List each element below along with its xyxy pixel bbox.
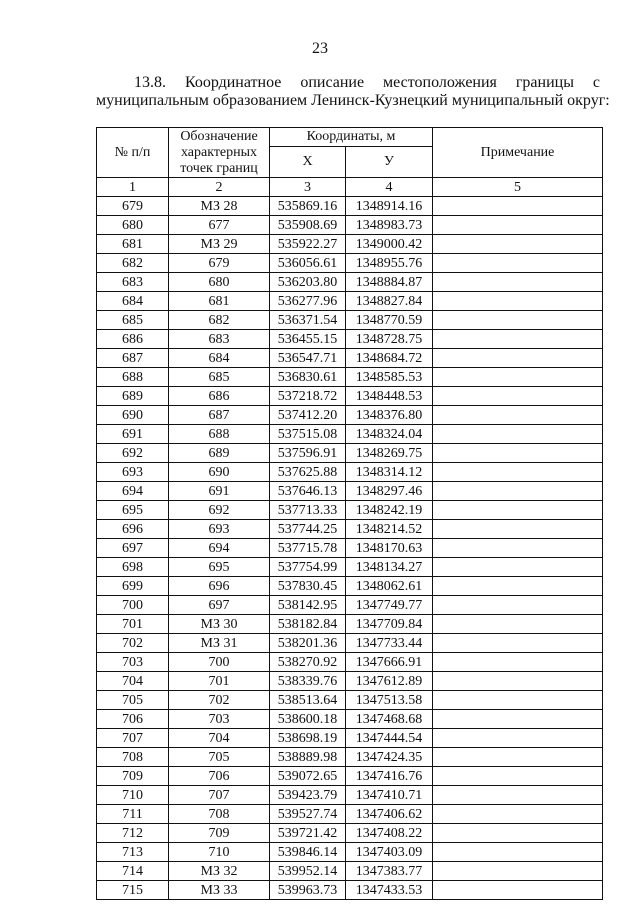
x-coordinate: 537744.25 <box>270 520 346 539</box>
point-designation: МЗ 30 <box>169 615 270 634</box>
table-row <box>97 558 603 577</box>
header-y: У <box>346 147 433 178</box>
x-coordinate: 538513.64 <box>270 691 346 710</box>
column-number: 4 <box>346 178 433 197</box>
note-cell <box>433 463 603 482</box>
row-number: 701 <box>97 615 169 634</box>
point-designation: 703 <box>169 710 270 729</box>
y-coordinate: 1347513.58 <box>346 691 433 710</box>
y-coordinate: 1348242.19 <box>346 501 433 520</box>
x-coordinate: 539072.65 <box>270 767 346 786</box>
table-row <box>97 482 603 501</box>
x-coordinate: 536371.54 <box>270 311 346 330</box>
row-number: 691 <box>97 425 169 444</box>
x-coordinate: 538698.19 <box>270 729 346 748</box>
table-row <box>97 311 603 330</box>
point-designation: 684 <box>169 349 270 368</box>
point-designation: 680 <box>169 273 270 292</box>
row-number: 708 <box>97 748 169 767</box>
table-row <box>97 653 603 672</box>
y-coordinate: 1348827.84 <box>346 292 433 311</box>
note-cell <box>433 691 603 710</box>
row-number: 713 <box>97 843 169 862</box>
note-cell <box>433 634 603 653</box>
y-coordinate: 1348728.75 <box>346 330 433 349</box>
x-coordinate: 537830.45 <box>270 577 346 596</box>
heading-word: местоположения <box>383 74 497 91</box>
header-coordinates: Координаты, м <box>270 128 433 147</box>
y-coordinate: 1347410.71 <box>346 786 433 805</box>
y-coordinate: 1347733.44 <box>346 634 433 653</box>
point-designation: 708 <box>169 805 270 824</box>
x-coordinate: 535869.16 <box>270 197 346 216</box>
column-numbers-row <box>97 178 603 197</box>
y-coordinate: 1347383.77 <box>346 862 433 881</box>
column-number: 5 <box>433 178 603 197</box>
row-number: 710 <box>97 786 169 805</box>
point-designation: 695 <box>169 558 270 577</box>
note-cell <box>433 273 603 292</box>
y-coordinate: 1348684.72 <box>346 349 433 368</box>
note-cell <box>433 349 603 368</box>
x-coordinate: 537754.99 <box>270 558 346 577</box>
point-designation: МЗ 31 <box>169 634 270 653</box>
table-row <box>97 691 603 710</box>
note-cell <box>433 482 603 501</box>
row-number: 681 <box>97 235 169 254</box>
note-cell <box>433 843 603 862</box>
y-coordinate: 1347749.77 <box>346 596 433 615</box>
table-row <box>97 463 603 482</box>
heading-word: границы <box>515 74 574 91</box>
point-designation: 686 <box>169 387 270 406</box>
x-coordinate: 537515.08 <box>270 425 346 444</box>
note-cell <box>433 710 603 729</box>
x-coordinate: 539963.73 <box>270 881 346 900</box>
table-row <box>97 843 603 862</box>
row-number: 715 <box>97 881 169 900</box>
row-number: 685 <box>97 311 169 330</box>
row-number: 699 <box>97 577 169 596</box>
note-cell <box>433 615 603 634</box>
note-cell <box>433 520 603 539</box>
x-coordinate: 538339.76 <box>270 672 346 691</box>
y-coordinate: 1348376.80 <box>346 406 433 425</box>
table-row <box>97 406 603 425</box>
note-cell <box>433 539 603 558</box>
note-cell <box>433 786 603 805</box>
note-cell <box>433 425 603 444</box>
note-cell <box>433 767 603 786</box>
row-number: 706 <box>97 710 169 729</box>
y-coordinate: 1348324.04 <box>346 425 433 444</box>
row-number: 700 <box>97 596 169 615</box>
note-cell <box>433 387 603 406</box>
y-coordinate: 1348448.53 <box>346 387 433 406</box>
row-number: 709 <box>97 767 169 786</box>
x-coordinate: 539952.14 <box>270 862 346 881</box>
x-coordinate: 539846.14 <box>270 843 346 862</box>
row-number: 683 <box>97 273 169 292</box>
row-number: 705 <box>97 691 169 710</box>
row-number: 682 <box>97 254 169 273</box>
y-coordinate: 1348214.52 <box>346 520 433 539</box>
heading-line-2: муниципальным образованием Ленинск-Кузнецкий муниципальный округ: <box>96 92 610 109</box>
y-coordinate: 1347468.68 <box>346 710 433 729</box>
x-coordinate: 537218.72 <box>270 387 346 406</box>
x-coordinate: 538182.84 <box>270 615 346 634</box>
y-coordinate: 1347433.53 <box>346 881 433 900</box>
point-designation: 704 <box>169 729 270 748</box>
point-designation: 694 <box>169 539 270 558</box>
point-designation: 702 <box>169 691 270 710</box>
point-designation: 710 <box>169 843 270 862</box>
y-coordinate: 1348062.61 <box>346 577 433 596</box>
header-designation: Обозначение характерных точек границ <box>169 128 270 178</box>
note-cell <box>433 235 603 254</box>
note-cell <box>433 577 603 596</box>
y-coordinate: 1347424.35 <box>346 748 433 767</box>
row-number: 702 <box>97 634 169 653</box>
table-row <box>97 444 603 463</box>
x-coordinate: 538600.18 <box>270 710 346 729</box>
table-row <box>97 596 603 615</box>
table-row <box>97 425 603 444</box>
x-coordinate: 536455.15 <box>270 330 346 349</box>
column-number: 1 <box>97 178 169 197</box>
note-cell <box>433 501 603 520</box>
point-designation: 700 <box>169 653 270 672</box>
row-number: 704 <box>97 672 169 691</box>
note-cell <box>433 292 603 311</box>
point-designation: 688 <box>169 425 270 444</box>
y-coordinate: 1347444.54 <box>346 729 433 748</box>
table-row <box>97 881 603 900</box>
point-designation: 685 <box>169 368 270 387</box>
point-designation: 682 <box>169 311 270 330</box>
note-cell <box>433 197 603 216</box>
y-coordinate: 1347406.62 <box>346 805 433 824</box>
table-row <box>97 330 603 349</box>
table-row <box>97 672 603 691</box>
point-designation: 691 <box>169 482 270 501</box>
note-cell <box>433 881 603 900</box>
x-coordinate: 538142.95 <box>270 596 346 615</box>
y-coordinate: 1347416.76 <box>346 767 433 786</box>
table-row <box>97 748 603 767</box>
x-coordinate: 537715.78 <box>270 539 346 558</box>
table-row <box>97 216 603 235</box>
row-number: 689 <box>97 387 169 406</box>
row-number: 692 <box>97 444 169 463</box>
note-cell <box>433 596 603 615</box>
y-coordinate: 1348585.53 <box>346 368 433 387</box>
row-number: 696 <box>97 520 169 539</box>
point-designation: 687 <box>169 406 270 425</box>
x-coordinate: 536203.80 <box>270 273 346 292</box>
row-number: 688 <box>97 368 169 387</box>
x-coordinate: 538270.92 <box>270 653 346 672</box>
row-number: 697 <box>97 539 169 558</box>
y-coordinate: 1348914.16 <box>346 197 433 216</box>
y-coordinate: 1347666.91 <box>346 653 433 672</box>
table-row <box>97 767 603 786</box>
table-row <box>97 273 603 292</box>
table-row <box>97 634 603 653</box>
row-number: 695 <box>97 501 169 520</box>
x-coordinate: 535908.69 <box>270 216 346 235</box>
note-cell <box>433 558 603 577</box>
row-number: 690 <box>97 406 169 425</box>
table-body <box>97 197 603 900</box>
x-coordinate: 539721.42 <box>270 824 346 843</box>
point-designation: 706 <box>169 767 270 786</box>
table-row <box>97 520 603 539</box>
table-row <box>97 387 603 406</box>
point-designation: 690 <box>169 463 270 482</box>
note-cell <box>433 406 603 425</box>
row-number: 714 <box>97 862 169 881</box>
point-designation: 677 <box>169 216 270 235</box>
y-coordinate: 1348955.76 <box>346 254 433 273</box>
x-coordinate: 538201.36 <box>270 634 346 653</box>
x-coordinate: 537596.91 <box>270 444 346 463</box>
point-designation: МЗ 32 <box>169 862 270 881</box>
point-designation: 693 <box>169 520 270 539</box>
note-cell <box>433 330 603 349</box>
x-coordinate: 536277.96 <box>270 292 346 311</box>
row-number: 693 <box>97 463 169 482</box>
y-coordinate: 1347408.22 <box>346 824 433 843</box>
note-cell <box>433 824 603 843</box>
table-row <box>97 197 603 216</box>
row-number: 707 <box>97 729 169 748</box>
y-coordinate: 1348269.75 <box>346 444 433 463</box>
column-number: 3 <box>270 178 346 197</box>
x-coordinate: 537713.33 <box>270 501 346 520</box>
point-designation: 705 <box>169 748 270 767</box>
row-number: 712 <box>97 824 169 843</box>
note-cell <box>433 862 603 881</box>
point-designation: 709 <box>169 824 270 843</box>
section-heading <box>96 74 610 110</box>
point-designation: МЗ 33 <box>169 881 270 900</box>
note-cell <box>433 672 603 691</box>
y-coordinate: 1348770.59 <box>346 311 433 330</box>
point-designation: 689 <box>169 444 270 463</box>
point-designation: 683 <box>169 330 270 349</box>
table-row <box>97 235 603 254</box>
note-cell <box>433 311 603 330</box>
table-row <box>97 349 603 368</box>
point-designation: 692 <box>169 501 270 520</box>
y-coordinate: 1348314.12 <box>346 463 433 482</box>
y-coordinate: 1348983.73 <box>346 216 433 235</box>
y-coordinate: 1348297.46 <box>346 482 433 501</box>
table-row <box>97 805 603 824</box>
heading-word: Координатное <box>184 74 282 91</box>
note-cell <box>433 254 603 273</box>
note-cell <box>433 216 603 235</box>
x-coordinate: 537646.13 <box>270 482 346 501</box>
point-designation: 696 <box>169 577 270 596</box>
note-cell <box>433 444 603 463</box>
heading-word: описание <box>300 74 365 91</box>
y-coordinate: 1347612.89 <box>346 672 433 691</box>
row-number: 680 <box>97 216 169 235</box>
y-coordinate: 1348134.27 <box>346 558 433 577</box>
y-coordinate: 1347709.84 <box>346 615 433 634</box>
point-designation: 679 <box>169 254 270 273</box>
point-designation: 701 <box>169 672 270 691</box>
section-number: 13.8. <box>134 74 166 91</box>
table-row <box>97 292 603 311</box>
row-number: 686 <box>97 330 169 349</box>
x-coordinate: 536830.61 <box>270 368 346 387</box>
heading-word: с <box>592 74 600 91</box>
note-cell <box>433 653 603 672</box>
point-designation: МЗ 29 <box>169 235 270 254</box>
y-coordinate: 1349000.42 <box>346 235 433 254</box>
table-row <box>97 539 603 558</box>
y-coordinate: 1347403.09 <box>346 843 433 862</box>
row-number: 679 <box>97 197 169 216</box>
heading-line-1 <box>96 74 600 92</box>
note-cell <box>433 729 603 748</box>
x-coordinate: 538889.98 <box>270 748 346 767</box>
y-coordinate: 1348884.87 <box>346 273 433 292</box>
point-designation: МЗ 28 <box>169 197 270 216</box>
row-number: 698 <box>97 558 169 577</box>
note-cell <box>433 368 603 387</box>
table-row <box>97 501 603 520</box>
row-number: 703 <box>97 653 169 672</box>
x-coordinate: 536056.61 <box>270 254 346 273</box>
row-number: 711 <box>97 805 169 824</box>
point-designation: 707 <box>169 786 270 805</box>
x-coordinate: 537625.88 <box>270 463 346 482</box>
table-row <box>97 786 603 805</box>
table-row <box>97 729 603 748</box>
note-cell <box>433 805 603 824</box>
table-row <box>97 710 603 729</box>
column-number: 2 <box>169 178 270 197</box>
header-note: Примечание <box>433 128 603 178</box>
x-coordinate: 539527.74 <box>270 805 346 824</box>
x-coordinate: 539423.79 <box>270 786 346 805</box>
table-row <box>97 862 603 881</box>
header-x: X <box>270 147 346 178</box>
header-num: № п/п <box>97 128 169 178</box>
point-designation: 697 <box>169 596 270 615</box>
x-coordinate: 535922.27 <box>270 235 346 254</box>
x-coordinate: 537412.20 <box>270 406 346 425</box>
y-coordinate: 1348170.63 <box>346 539 433 558</box>
row-number: 694 <box>97 482 169 501</box>
table-row <box>97 254 603 273</box>
table-row <box>97 824 603 843</box>
row-number: 684 <box>97 292 169 311</box>
table-row <box>97 615 603 634</box>
x-coordinate: 536547.71 <box>270 349 346 368</box>
note-cell <box>433 748 603 767</box>
row-number: 687 <box>97 349 169 368</box>
point-designation: 681 <box>169 292 270 311</box>
table-row <box>97 577 603 596</box>
table-row <box>97 368 603 387</box>
page-number: 23 <box>312 40 328 57</box>
coordinates-table <box>96 127 603 900</box>
